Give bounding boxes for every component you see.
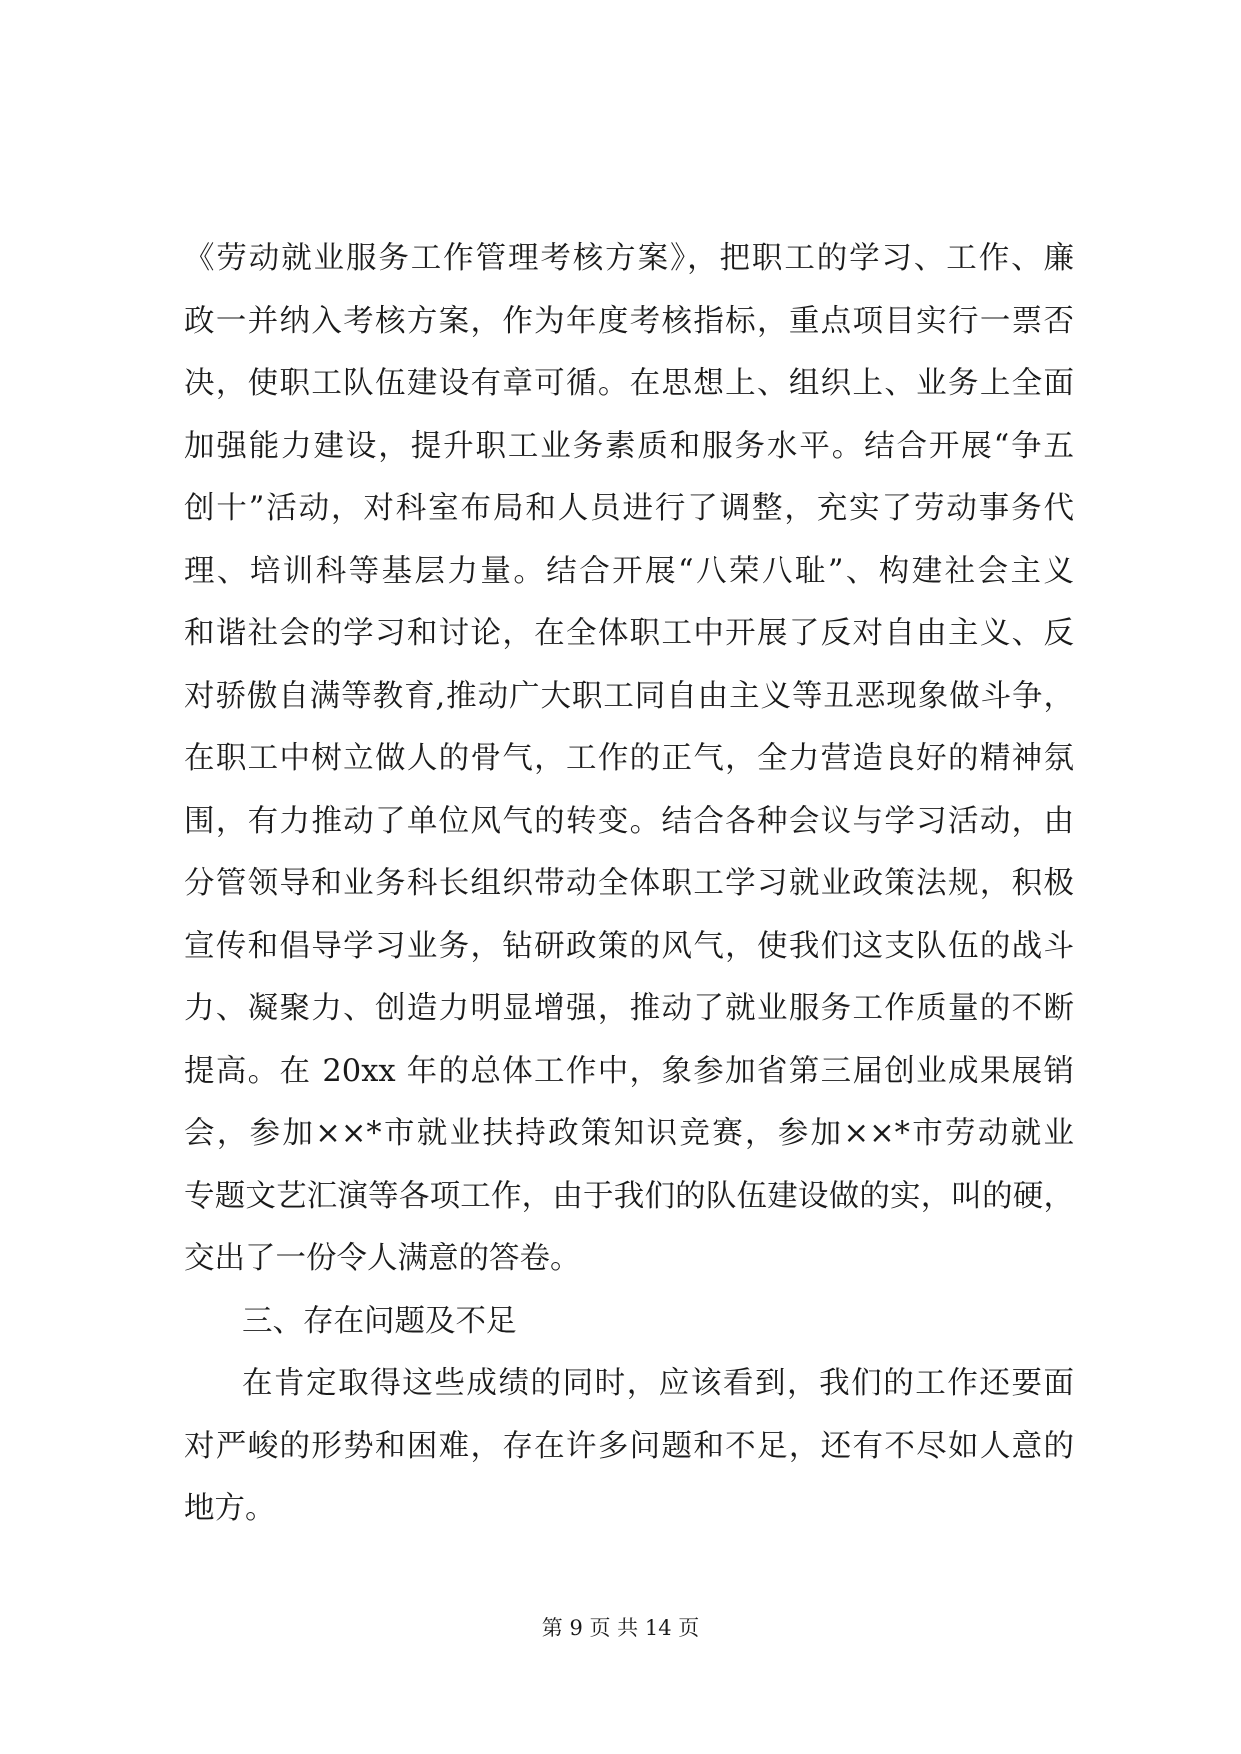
paragraph-line: 理、培训科等基层力量。结合开展“八荣八耻”、构建社会主义 bbox=[184, 553, 1074, 589]
page-footer: 第 9 页 共 14 页 bbox=[541, 1616, 700, 1640]
paragraph-line: 提高。在 20xx 年的总体工作中，象参加省第三届创业成果展销 bbox=[184, 1053, 1074, 1089]
paragraph-line: 地方。 bbox=[184, 1491, 276, 1526]
paragraph-line: 《劳动就业服务工作管理考核方案》，把职工的学习、工作、廉 bbox=[184, 241, 1074, 276]
paragraph-line: 力、凝聚力、创造力明显增强，推动了就业服务工作质量的不断 bbox=[184, 991, 1074, 1026]
paragraph-line: 分管领导和业务科长组织带动全体职工学习就业政策法规，积极 bbox=[184, 866, 1074, 901]
paragraph-line: 在职工中树立做人的骨气，工作的正气，全力营造良好的精神氛 bbox=[184, 741, 1074, 776]
paragraph-line: 对骄傲自满等教育,推动广大职工同自由主义等丑恶现象做斗争， bbox=[184, 678, 1074, 714]
paragraph-line: 加强能力建设，提升职工业务素质和服务水平。结合开展“争五 bbox=[184, 428, 1074, 464]
paragraph-line: 对严峻的形势和困难，存在许多问题和不足，还有不尽如人意的 bbox=[184, 1428, 1074, 1464]
paragraph-line: 和谐社会的学习和讨论，在全体职工中开展了反对自由主义、反 bbox=[184, 616, 1074, 651]
paragraph-line: 政一并纳入考核方案，作为年度考核指标，重点项目实行一票否 bbox=[184, 303, 1074, 339]
paragraph-line: 交出了一份令人满意的答卷。 bbox=[184, 1241, 581, 1276]
document-body bbox=[184, 228, 1074, 1541]
paragraph-line: 专题文艺汇演等各项工作，由于我们的队伍建设做的实，叫的硬， bbox=[184, 1178, 1074, 1214]
paragraph-line: 围，有力推动了单位风气的转变。结合各种会议与学习活动，由 bbox=[184, 803, 1074, 839]
paragraph-line: 会，参加××*市就业扶持政策知识竞赛，参加××*市劳动就业 bbox=[184, 1116, 1074, 1151]
paragraph-line: 在肯定取得这些成绩的同时，应该看到，我们的工作还要面 bbox=[242, 1366, 1074, 1401]
paragraph-line: 决，使职工队伍建设有章可循。在思想上、组织上、业务上全面 bbox=[184, 366, 1074, 401]
paragraph-line: 创十”活动，对科室布局和人员进行了调整，充实了劳动事务代 bbox=[184, 491, 1074, 526]
paragraph-line: 宣传和倡导学习业务，钻研政策的风气，使我们这支队伍的战斗 bbox=[184, 928, 1074, 964]
section-heading: 三、存在问题及不足 bbox=[242, 1303, 517, 1339]
